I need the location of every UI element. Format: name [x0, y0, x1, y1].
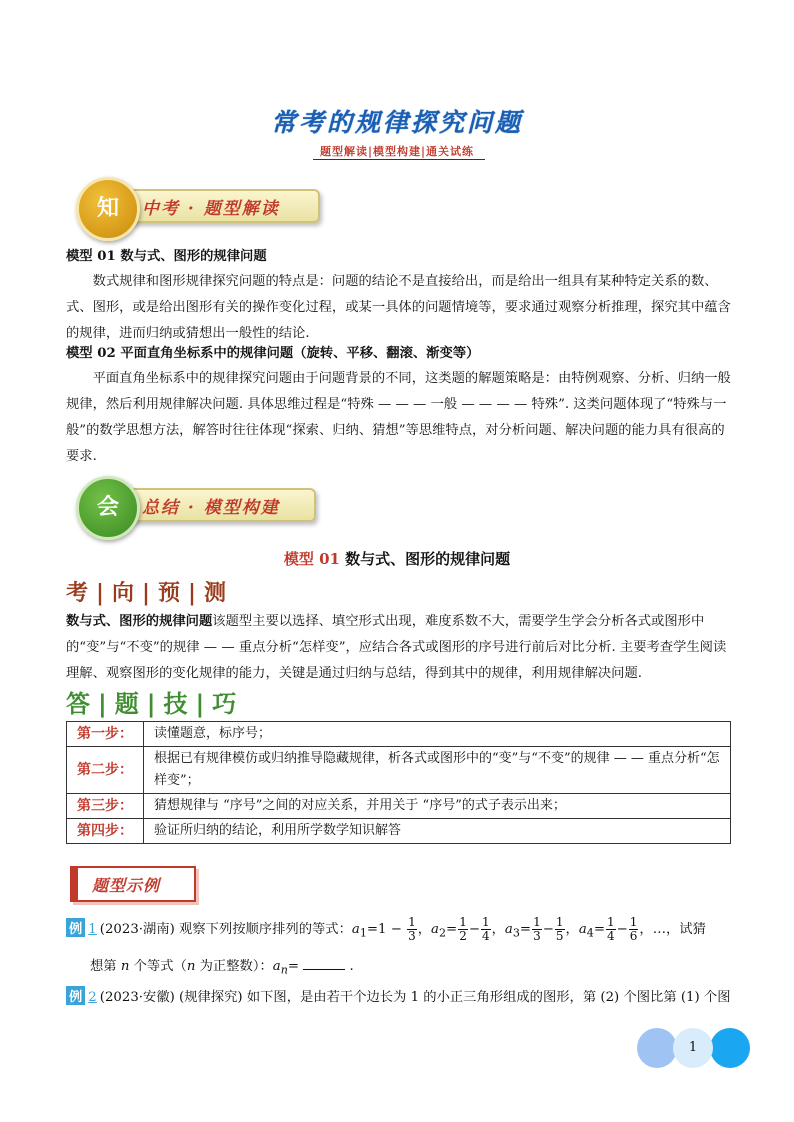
forecast-text: 该题型主要以选择、填空形式出现，难度系数不大，需要学生学会分析各式或图形中的“变”与“不变”的规律 — — 重点分析“怎样变”，应结合各式或图形的序号进行前后对比分析. 主要考查学生阅读理解、观察图形的变化规律的能力，关键是通过归纳与总结，得到其中的规律，利用规律解决问题.	[66, 614, 727, 681]
tips-title: 答|题|技|巧	[66, 690, 245, 718]
example-2	[66, 986, 736, 1005]
badge-label: 中考 · 题型解读	[142, 199, 280, 219]
model-01-title: 模型 01 数与式、图形的规律问题	[66, 249, 267, 264]
document-subtitle: 题型解读|模型构建|通关试练	[319, 145, 474, 158]
badge-circle-icon: 知	[76, 177, 140, 241]
badge-circle-icon: 会	[76, 476, 140, 540]
model-02-description: 平面直角坐标系中的规律探究问题由于问题背景的不同，这类题的解题策略是：由特例观察、分析、归纳一般规律，然后利用规律解决问题. 具体思维过程是“特殊 — — — 一般 — — — — 特殊”. 这类问题体现了“特殊与一般”的数学思想方法，解答时往往体现“探索、归纳、猜想”等思维特点，对分析问题、解决问题的能力具有很高的要求.	[66, 371, 731, 464]
step-value: 根据已有规律模仿或归纳推导隐藏规律，析各式或图形中的“变”与“不变”的规律 — — 重点分析“怎样变”；	[144, 747, 731, 794]
model-01-description: 数式规律和图形规律探究问题的特点是：问题的结论不是直接给出，而是给出一组具有某种特定关系的数、式、图形，或是给出图形有关的操作变化过程，或某一具体的问题情境等，要求通过观察分析推理，探究其中蕴含的规律，进而归纳或猜想出一般性的结论.	[66, 274, 731, 341]
step-key: 第三步：	[67, 794, 144, 819]
fraction: $\frac{1}{5}$	[555, 915, 564, 943]
example-number: 1	[88, 922, 97, 937]
table-row	[67, 722, 731, 747]
example-1-line-2: 想第 n 个等式（n 为正整数）：$a_n=$ .	[90, 959, 354, 977]
heading-prefix: 模型	[283, 550, 314, 568]
table-row	[67, 819, 731, 844]
text: 为正整数）：	[199, 959, 273, 974]
step-value: 验证所归纳的结论，利用所学数学知识解答	[144, 819, 731, 844]
heading-number: 01	[319, 550, 340, 568]
table-row	[67, 747, 731, 794]
step-value: 读懂题意，标序号；	[144, 722, 731, 747]
banner-accent-bar	[72, 868, 78, 900]
text: 个等式（	[133, 959, 187, 974]
example-source: (2023·湖南) 观察下列按顺序排列的等式：	[99, 922, 352, 937]
badge-label: 总结 · 模型构建	[142, 498, 280, 518]
fraction: $\frac{1}{3}$	[408, 915, 416, 943]
step-key: 第二步：	[67, 747, 144, 794]
model-02-title: 模型 02 平面直角坐标系中的规律问题（旋转、平移、翻滚、渐变等）	[66, 346, 480, 361]
fraction: $\frac{1}{2}$	[459, 915, 467, 943]
example-tail: ，…，试猜	[639, 922, 706, 937]
model-01-heading	[0, 548, 794, 569]
examples-banner	[70, 866, 196, 902]
fraction: $\frac{1}{4}$	[606, 915, 615, 943]
fraction: $\frac{1}{6}$	[629, 915, 638, 943]
answer-blank[interactable]	[303, 957, 345, 970]
table-row	[67, 794, 731, 819]
step-value: 猜想规律与 “序号”之间的对应关系，并用关于 “序号”的式子表示出来；	[144, 794, 731, 819]
section-badge-interpretation	[76, 177, 326, 229]
step-key: 第四步：	[67, 819, 144, 844]
example-tag: 例	[66, 918, 85, 937]
page-dot-decoration	[710, 1028, 750, 1068]
forecast-title: 考|向|预|测	[66, 580, 235, 606]
heading-text: 数与式、图形的规律问题	[345, 550, 511, 568]
example-text: (2023·安徽) (规律探究) 如下图，是由若干个边长为 1 的小正三角形组成的图形，第 (2) 个图比第 (1) 个图	[99, 990, 731, 1005]
page-dot-decoration	[637, 1028, 677, 1068]
fraction: $\frac{1}{4}$	[481, 915, 490, 943]
document-title: 常考的规律探究问题	[270, 108, 523, 137]
forecast-bold-lead: 数与式、图形的规律问题	[66, 614, 213, 629]
subtitle-underline	[313, 159, 485, 160]
page-number: 1	[673, 1028, 713, 1068]
fraction: $\frac{1}{3}$	[533, 915, 541, 943]
example-1: 例 1 (2023·湖南) 观察下列按顺序排列的等式：$a_1=1$ − $\frac{1}{3}$ ，$a_2=$ $\frac{1}{2}$ − $\frac{1}{4}$ ，$a_3=$ $\frac{1}{3}$ − $\frac{1}{5}$ ，$a_4=$ $\frac{1}{4}$ − $\frac{1}{6}$ ，…，试猜	[66, 916, 736, 943]
steps-table	[66, 721, 731, 844]
forecast-paragraph	[66, 609, 734, 687]
examples-banner-label: 题型示例	[92, 876, 161, 895]
text: 想第	[90, 959, 117, 974]
example-tag: 例	[66, 986, 85, 1005]
section-badge-model-building	[76, 476, 326, 528]
example-number: 2	[88, 990, 97, 1005]
step-key: 第一步：	[67, 722, 144, 747]
